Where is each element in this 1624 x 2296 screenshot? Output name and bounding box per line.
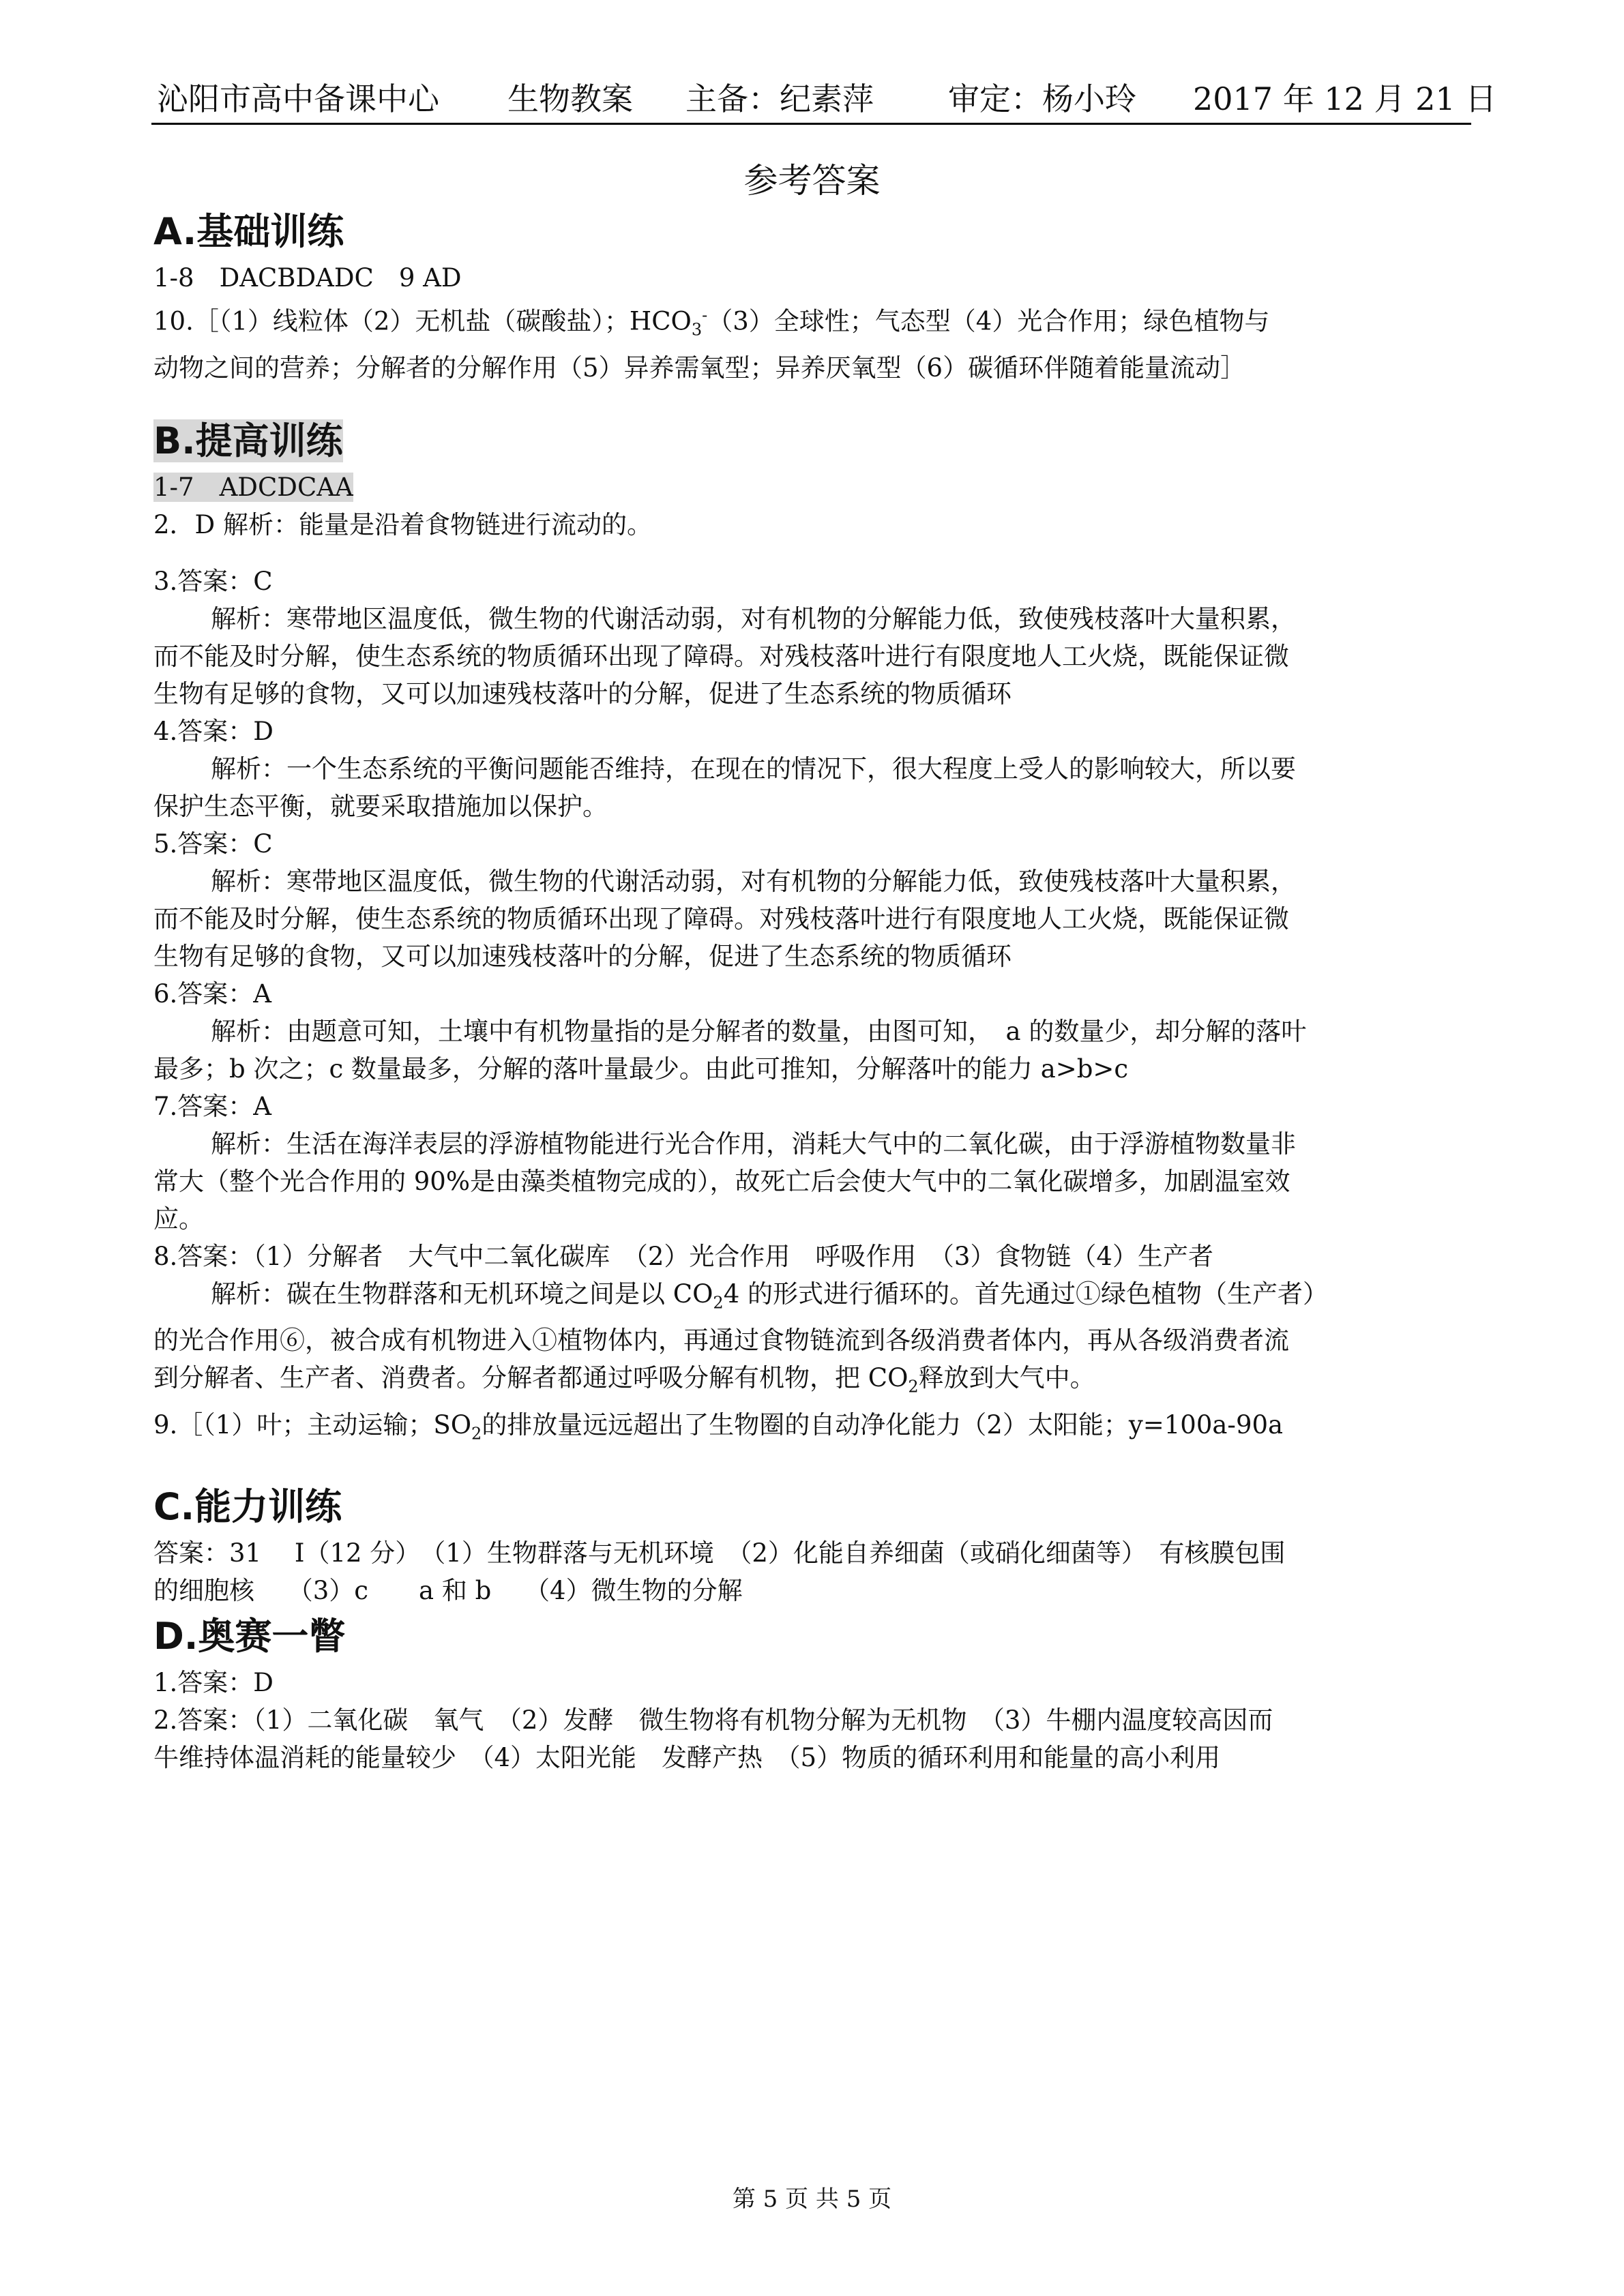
header-author: 主备：纪素萍 xyxy=(685,80,874,117)
section-b-q6-line1: 解析：由题意可知，土壤中有机物量指的是分解者的数量，由图可知， a 的数量少，却分解的落叶 xyxy=(211,1016,1307,1046)
section-b-q3-line2: 而不能及时分解，使生态系统的物质循环出现了障碍。对残枝落叶进行有限度地人工火烧，既能保证微 xyxy=(153,641,1289,671)
section-b-q9: 9.［（1）叶；主动运输；$SO_2$的排放量远远超出了生物圈的自动净化能力（2）太阳能；y=100a-90a xyxy=(153,1410,1284,1443)
answer-content xyxy=(153,205,1473,1776)
section-b-q2: 2．D 解析：能量是沿着食物链进行流动的。 xyxy=(153,509,652,539)
section-a-q10-line1: 10.［（1）线粒体（2）无机盐（碳酸盐）；$HCO_3^-(3)$全球性；气态型（4）光合作用；绿色植物与 xyxy=(153,305,1270,340)
section-c-line2: 的细胞核 （3）c a 和 b （4）微生物的分解 xyxy=(153,1575,743,1605)
header-center: 沁阳市高中备课中心 xyxy=(157,80,439,117)
section-b-q5-answer: 5.答案：C xyxy=(153,829,273,859)
section-b-heading: B.提高训练 xyxy=(153,419,343,462)
section-b-q6-answer: 6.答案：A xyxy=(153,979,272,1009)
section-a-mc: 1-8 DACBDADC 9 AD xyxy=(153,263,462,293)
section-a-q10-line2: 动物之间的营养；分解者的分解作用（5）异养需氧型；异养厌氧型（6）碳循环伴随着能量流动］ xyxy=(153,353,1246,383)
section-b-q5-line2: 而不能及时分解，使生态系统的物质循环出现了障碍。对残枝落叶进行有限度地人工火烧，既能保证微 xyxy=(153,904,1289,934)
section-c-heading: C.能力训练 xyxy=(153,1485,342,1528)
section-b-q8-answer: 8.答案：（1）分解者 大气中二氧化碳库 （2）光合作用 呼吸作用 （3）食物链（4）生产者 xyxy=(153,1241,1213,1271)
section-b-q5-line3: 生物有足够的食物，又可以加速残枝落叶的分解，促进了生态系统的物质循环 xyxy=(153,941,1012,971)
section-b-q8-line2: 的光合作用⑥，被合成有机物进入①植物体内，再通过食物链流到各级消费者体内，再从各级消费者流 xyxy=(153,1326,1289,1356)
header-reviewer: 审定：杨小玲 xyxy=(948,80,1136,117)
header-date: 2017 年 12 月 21 日 xyxy=(1193,80,1497,117)
header-subject: 生物教案 xyxy=(507,80,633,117)
section-b-q4-answer: 4.答案：D xyxy=(153,716,274,746)
section-a-heading: A.基础训练 xyxy=(153,210,344,253)
section-b-q4-line1: 解析：一个生态系统的平衡问题能否维持，在现在的情况下，很大程度上受人的影响较大，所以要 xyxy=(211,754,1296,784)
section-b-q7-line1: 解析：生活在海洋表层的浮游植物能进行光合作用，消耗大气中的二氧化碳，由于浮游植物数量非 xyxy=(211,1129,1296,1159)
section-c-line1: 答案：31 Ⅰ（12 分） （1）生物群落与无机环境 （2）化能自养细菌（或硝化细菌等） 有核膜包围 xyxy=(153,1538,1286,1568)
section-d-q2-line1: 2.答案：（1）二氧化碳 氧气 （2）发酵 微生物将有机物分解为无机物 （3）牛棚内温度较高因而 xyxy=(153,1705,1273,1735)
section-b-q7-answer: 7.答案：A xyxy=(153,1091,272,1121)
section-d-q1: 1.答案：D xyxy=(153,1667,274,1697)
section-b-q6-line2: 最多；b 次之；c 数量最多，分解的落叶量最少。由此可推知，分解落叶的能力 a>b>c xyxy=(153,1054,1129,1084)
section-b-q5-line1: 解析：寒带地区温度低，微生物的代谢活动弱，对有机物的分解能力低，致使残枝落叶大量积累， xyxy=(211,866,1296,896)
section-b-q7-line3: 应。 xyxy=(153,1204,204,1234)
section-b-q8-line1: 解析：碳在生物群落和无机环境之间是以 $CO_24$ 的形式进行循环的。首先通过①绿色植物（生产者） xyxy=(211,1279,1328,1313)
section-b-q4-line2: 保护生态平衡，就要采取措施加以保护。 xyxy=(153,791,608,821)
section-d-heading: D.奥赛一瞥 xyxy=(153,1614,346,1658)
section-b-q3-line1: 解析：寒带地区温度低，微生物的代谢活动弱，对有机物的分解能力低，致使残枝落叶大量积累， xyxy=(211,603,1296,633)
section-d-q2-line2: 牛维持体温消耗的能量较少 （4）太阳光能 发酵产热 （5）物质的循环利用和能量的高小利用 xyxy=(153,1742,1221,1772)
section-b-q3-line3: 生物有足够的食物，又可以加速残枝落叶的分解，促进了生态系统的物质循环 xyxy=(153,679,1012,709)
page-header xyxy=(151,75,1497,123)
page-footer: 第 5 页 共 5 页 xyxy=(732,2186,892,2213)
section-b-q7-line2: 常大（整个光合作用的 90%是由藻类植物完成的），故死亡后会使大气中的二氧化碳增多，加剧温室效 xyxy=(153,1166,1290,1196)
page-title: 参考答案 xyxy=(743,161,881,200)
section-b-q3-answer: 3.答案：C xyxy=(153,566,273,596)
section-b-mc: 1-7 ADCDCAA xyxy=(153,472,353,502)
section-b-q8-line3: 到分解者、生产者、消费者。分解者都通过呼吸分解有机物，把 $CO_2$释放到大气中。 xyxy=(153,1363,1095,1397)
header-rule xyxy=(151,123,1471,125)
